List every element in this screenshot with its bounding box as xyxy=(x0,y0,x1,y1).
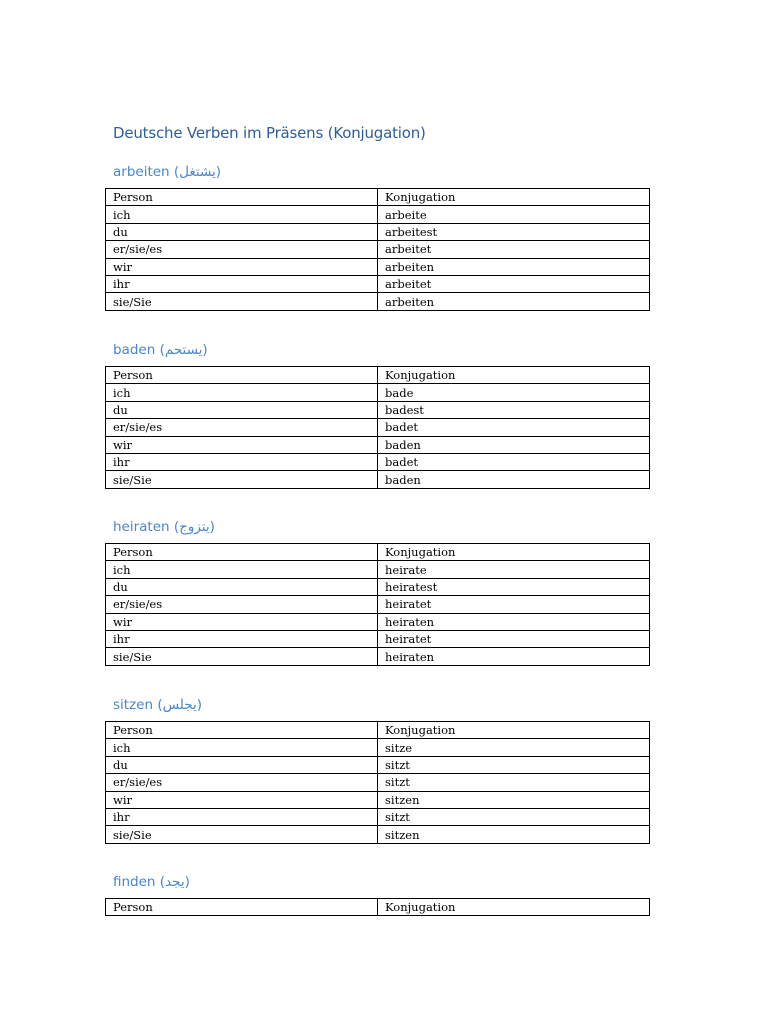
person-cell: wir xyxy=(106,436,378,453)
person-cell: sie/Sie xyxy=(106,293,378,310)
form-cell: sitzen xyxy=(378,791,650,808)
header-person: Person xyxy=(106,722,378,739)
form-cell: arbeiten xyxy=(378,293,650,310)
conjugation-table xyxy=(105,366,650,489)
form-cell: sitzen xyxy=(378,826,650,843)
header-konjugation: Konjugation xyxy=(378,722,650,739)
form-cell: heiratet xyxy=(378,596,650,613)
table-row xyxy=(106,596,650,613)
header-person: Person xyxy=(106,544,378,561)
form-cell: sitzt xyxy=(378,808,650,825)
header-konjugation: Konjugation xyxy=(378,189,650,206)
form-cell: arbeitet xyxy=(378,241,650,258)
person-cell: sie/Sie xyxy=(106,471,378,488)
table-row xyxy=(106,275,650,292)
person-cell: ihr xyxy=(106,808,378,825)
person-cell: wir xyxy=(106,258,378,275)
header-konjugation: Konjugation xyxy=(378,544,650,561)
person-cell: du xyxy=(106,578,378,595)
header-konjugation: Konjugation xyxy=(378,367,650,384)
verb-heading: heiraten (يتزوج) xyxy=(113,519,215,535)
form-cell: arbeiten xyxy=(378,258,650,275)
person-cell: ich xyxy=(106,206,378,223)
person-cell: ich xyxy=(106,739,378,756)
verb-section-heiraten xyxy=(105,517,649,666)
table-row xyxy=(106,739,650,756)
table-header-row xyxy=(106,544,650,561)
form-cell: sitzt xyxy=(378,774,650,791)
form-cell: badet xyxy=(378,419,650,436)
table-row xyxy=(106,791,650,808)
table-row xyxy=(106,436,650,453)
form-cell: badest xyxy=(378,401,650,418)
form-cell: heiratet xyxy=(378,630,650,647)
verb-section-arbeiten xyxy=(105,162,649,311)
form-cell: baden xyxy=(378,471,650,488)
table-row xyxy=(106,578,650,595)
table-row xyxy=(106,808,650,825)
verb-heading: sitzen (يجلس) xyxy=(113,697,203,713)
form-cell: arbeitet xyxy=(378,275,650,292)
person-cell: sie/Sie xyxy=(106,648,378,665)
table-row xyxy=(106,453,650,470)
form-cell: heirate xyxy=(378,561,650,578)
person-cell: du xyxy=(106,401,378,418)
verb-heading: finden (يجد) xyxy=(113,874,190,890)
table-row xyxy=(106,401,650,418)
header-person: Person xyxy=(106,899,378,916)
table-header-row xyxy=(106,189,650,206)
form-cell: heiraten xyxy=(378,648,650,665)
person-cell: ihr xyxy=(106,630,378,647)
form-cell: badet xyxy=(378,453,650,470)
table-header-row xyxy=(106,367,650,384)
person-cell: ich xyxy=(106,561,378,578)
form-cell: arbeitest xyxy=(378,223,650,240)
table-row xyxy=(106,384,650,401)
person-cell: wir xyxy=(106,791,378,808)
person-cell: wir xyxy=(106,613,378,630)
person-cell: er/sie/es xyxy=(106,774,378,791)
document-title: Deutsche Verben im Präsens (Konjugation) xyxy=(113,124,426,142)
table-row xyxy=(106,756,650,773)
header-konjugation: Konjugation xyxy=(378,899,650,916)
table-row xyxy=(106,774,650,791)
conjugation-table xyxy=(105,188,650,311)
form-cell: heiraten xyxy=(378,613,650,630)
table-row xyxy=(106,826,650,843)
table-row xyxy=(106,223,650,240)
table-row xyxy=(106,630,650,647)
table-row xyxy=(106,293,650,310)
table-header-row xyxy=(106,899,650,916)
person-cell: ich xyxy=(106,384,378,401)
verb-section-baden xyxy=(105,340,649,489)
person-cell: er/sie/es xyxy=(106,241,378,258)
person-cell: er/sie/es xyxy=(106,419,378,436)
form-cell: sitze xyxy=(378,739,650,756)
conjugation-table xyxy=(105,721,650,844)
conjugation-table xyxy=(105,543,650,666)
form-cell: sitzt xyxy=(378,756,650,773)
header-person: Person xyxy=(106,189,378,206)
person-cell: ihr xyxy=(106,275,378,292)
conjugation-table xyxy=(105,898,650,916)
form-cell: arbeite xyxy=(378,206,650,223)
table-row xyxy=(106,648,650,665)
person-cell: du xyxy=(106,756,378,773)
verb-heading: arbeiten (يشتغل) xyxy=(113,164,222,180)
person-cell: er/sie/es xyxy=(106,596,378,613)
table-row xyxy=(106,471,650,488)
table-row xyxy=(106,419,650,436)
verb-heading: baden (يستحم) xyxy=(113,342,208,358)
person-cell: du xyxy=(106,223,378,240)
table-row xyxy=(106,561,650,578)
person-cell: sie/Sie xyxy=(106,826,378,843)
table-row xyxy=(106,206,650,223)
form-cell: heiratest xyxy=(378,578,650,595)
person-cell: ihr xyxy=(106,453,378,470)
table-row xyxy=(106,258,650,275)
header-person: Person xyxy=(106,367,378,384)
form-cell: baden xyxy=(378,436,650,453)
table-row xyxy=(106,613,650,630)
form-cell: bade xyxy=(378,384,650,401)
table-row xyxy=(106,241,650,258)
verb-section-sitzen xyxy=(105,695,649,844)
table-header-row xyxy=(106,722,650,739)
verb-section-finden xyxy=(105,872,649,916)
